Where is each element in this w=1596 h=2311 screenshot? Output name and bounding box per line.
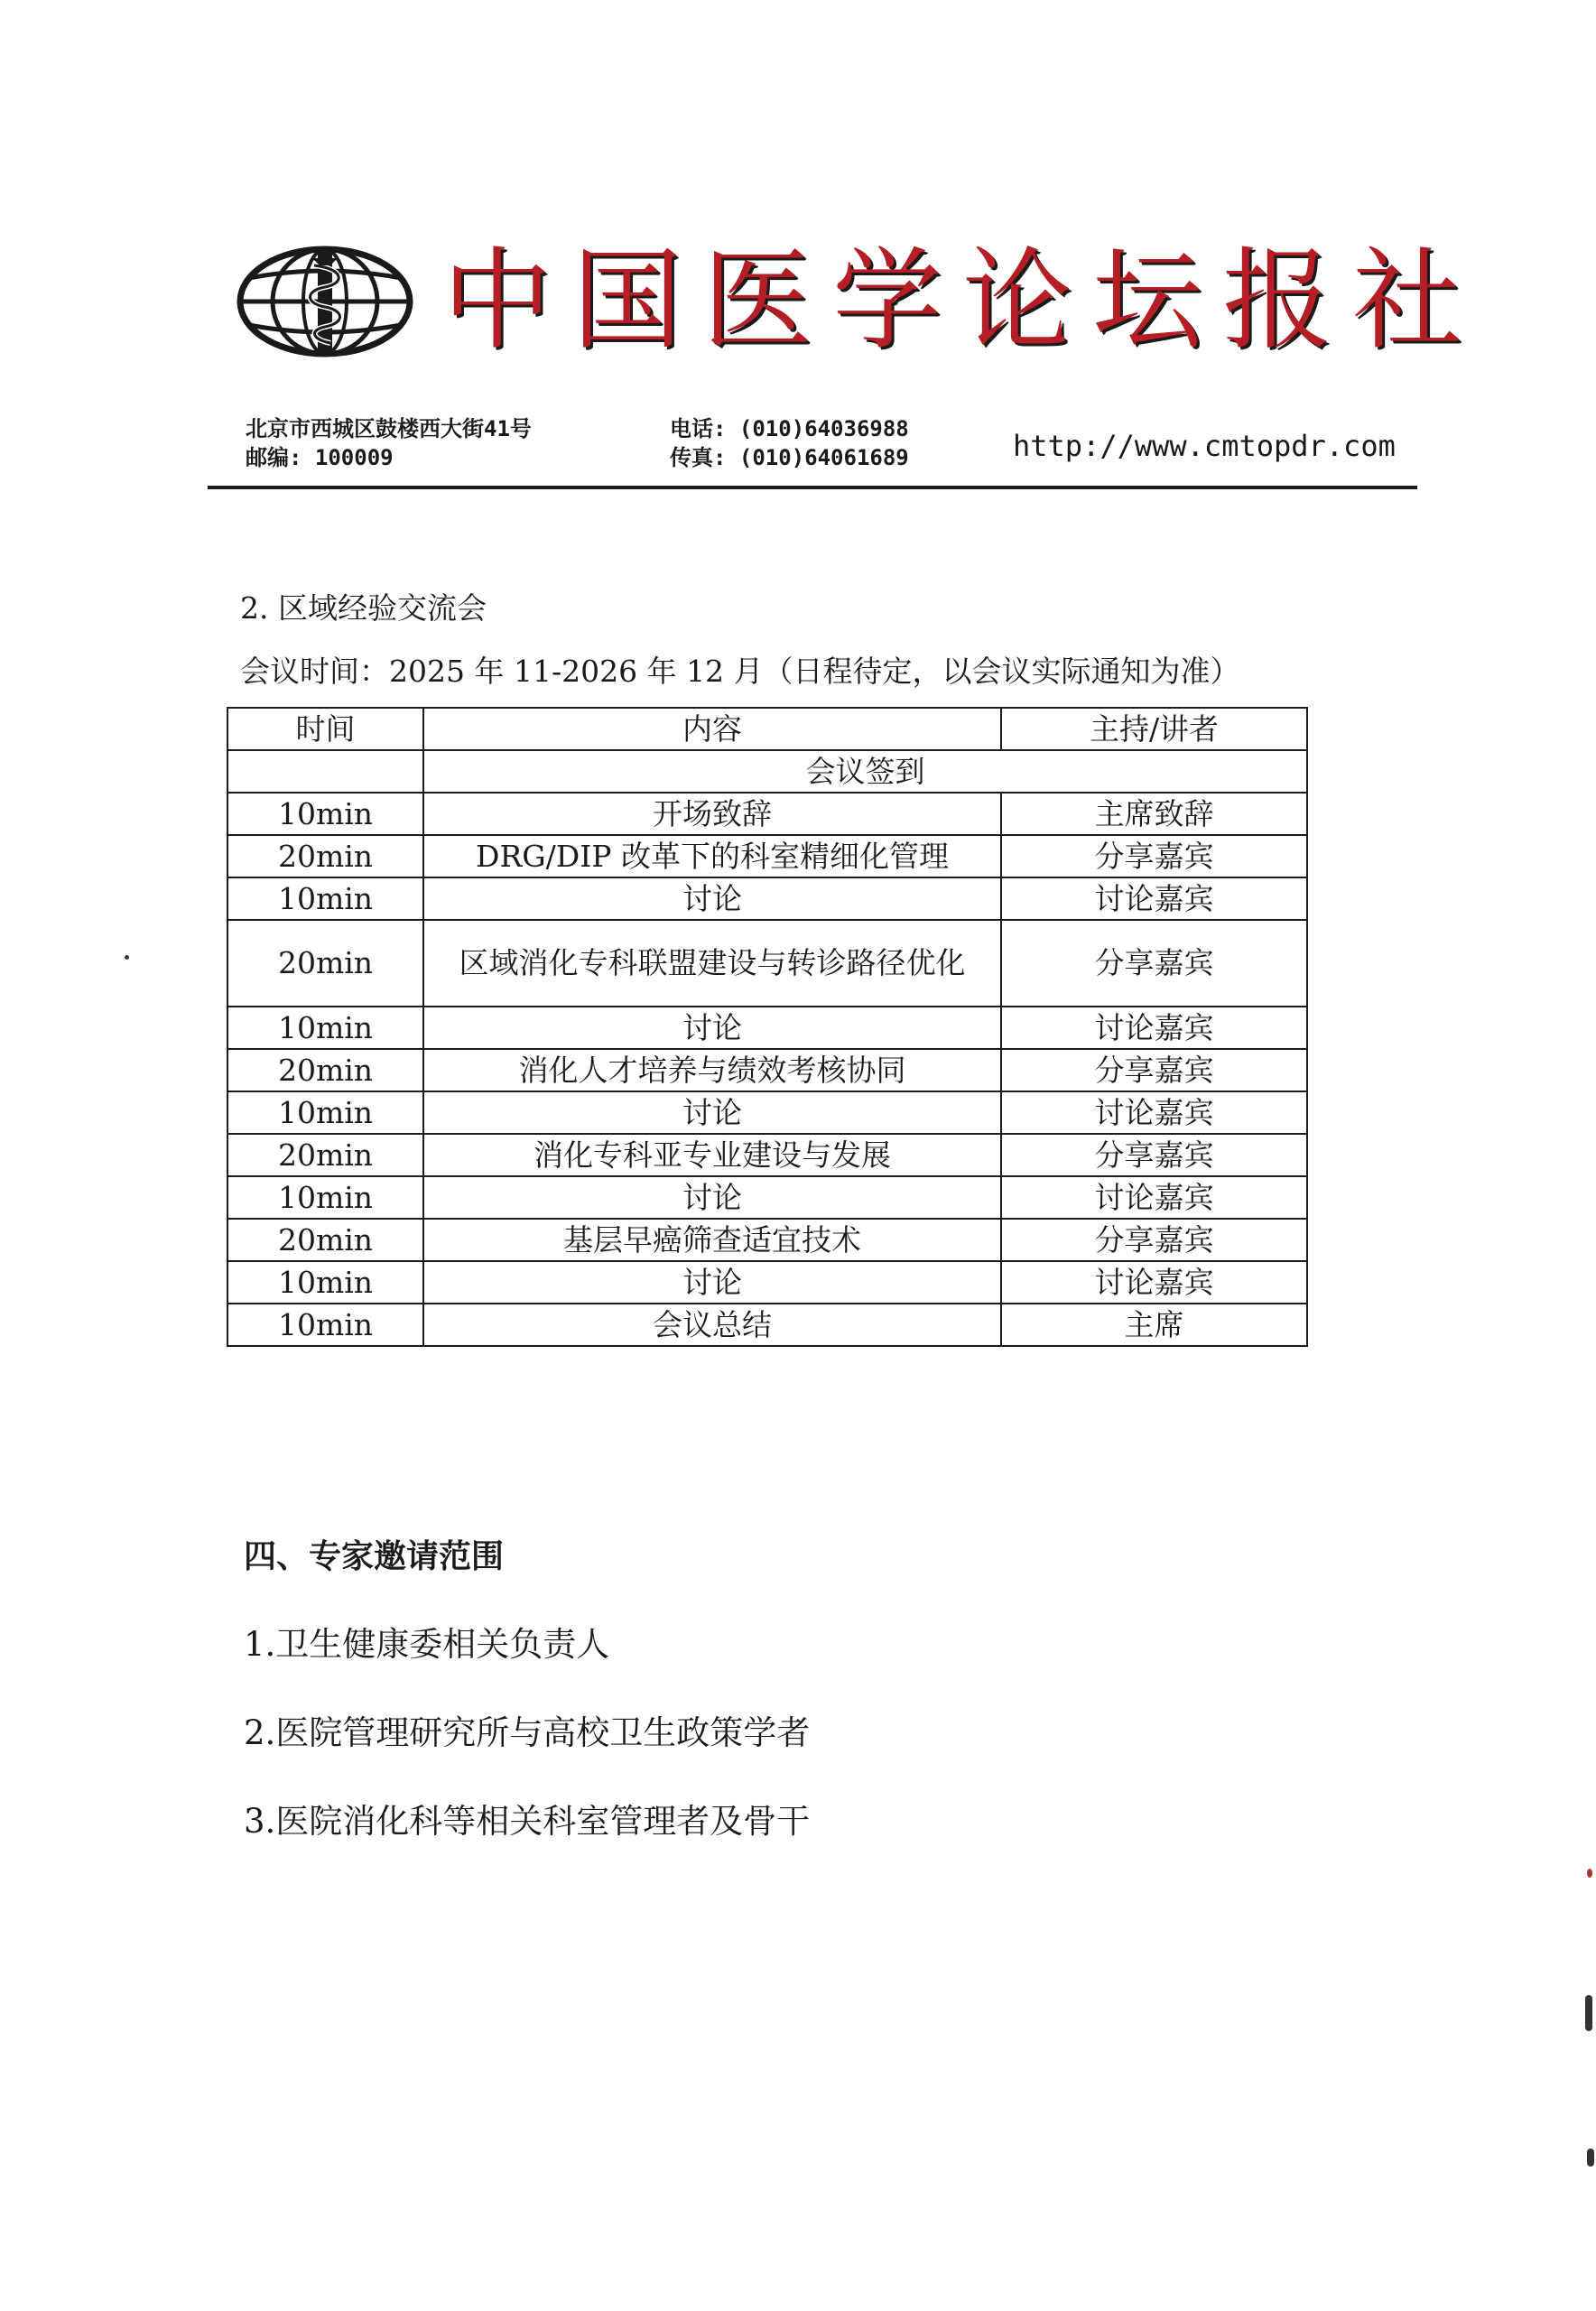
expert-item: 3.医院消化科等相关科室管理者及骨干 <box>244 1802 811 1841</box>
host-cell: 讨论嘉宾 <box>1001 1007 1307 1049</box>
time-cell: 10min <box>227 877 423 920</box>
content-cell: 会议总结 <box>423 1304 1001 1346</box>
section-heading-experts: 四、专家邀请范围 <box>244 1537 505 1575</box>
time-cell: 20min <box>227 1049 423 1091</box>
content-cell: 开场致辞 <box>423 793 1001 835</box>
address: 北京市西城区鼓楼西大街41号 <box>246 416 532 441</box>
content-cell: 讨论 <box>423 1261 1001 1304</box>
table-row <box>227 1049 1307 1091</box>
fax: 传真: (010)64061689 <box>670 445 909 470</box>
content-cell: 消化专科亚专业建设与发展 <box>423 1134 1001 1176</box>
content-cell: DRG/DIP 改革下的科室精细化管理 <box>423 835 1001 877</box>
scan-speck <box>1587 2149 1594 2167</box>
host-cell: 讨论嘉宾 <box>1001 877 1307 920</box>
table-row-signin <box>227 750 1307 793</box>
table-row <box>227 1261 1307 1304</box>
host-cell: 主席致辞 <box>1001 793 1307 835</box>
host-cell: 分享嘉宾 <box>1001 1049 1307 1091</box>
table-row <box>227 1304 1307 1346</box>
scan-speck <box>1585 1995 1592 2031</box>
expert-item: 2.医院管理研究所与高校卫生政策学者 <box>244 1713 811 1752</box>
time-cell: 20min <box>227 1219 423 1261</box>
content-cell: 讨论 <box>423 1176 1001 1219</box>
host-cell: 讨论嘉宾 <box>1001 1091 1307 1134</box>
table-row <box>227 793 1307 835</box>
time-cell: 10min <box>227 1007 423 1049</box>
phone: 电话: (010)64036988 <box>670 416 909 441</box>
host-cell: 讨论嘉宾 <box>1001 1176 1307 1219</box>
header-content: 内容 <box>423 708 1001 750</box>
time-cell: 10min <box>227 1261 423 1304</box>
host-cell: 分享嘉宾 <box>1001 1134 1307 1176</box>
header-host: 主持/讲者 <box>1001 708 1307 750</box>
time-cell: 10min <box>227 793 423 835</box>
scan-speck <box>125 955 129 960</box>
content-cell: 讨论 <box>423 877 1001 920</box>
header-divider <box>208 486 1417 489</box>
table-row <box>227 1091 1307 1134</box>
globe-caduceus-logo <box>237 246 413 357</box>
table-row <box>227 1134 1307 1176</box>
content-cell: 讨论 <box>423 1007 1001 1049</box>
content-cell: 讨论 <box>423 1091 1001 1134</box>
host-cell: 分享嘉宾 <box>1001 920 1307 1007</box>
content-cell: 区域消化专科联盟建设与转诊路径优化 <box>423 920 1001 1007</box>
time-cell <box>227 750 423 793</box>
website-url: http://www.cmtopdr.com <box>1013 429 1396 463</box>
table-row <box>227 835 1307 877</box>
meeting-time: 会议时间：2025 年 11-2026 年 12 月（日程待定，以会议实际通知为准） <box>240 654 1240 689</box>
time-cell: 10min <box>227 1091 423 1134</box>
scan-speck <box>1587 1869 1592 1878</box>
postcode: 邮编: 100009 <box>246 445 394 470</box>
signin-cell: 会议签到 <box>423 750 1307 793</box>
host-cell: 分享嘉宾 <box>1001 835 1307 877</box>
time-cell: 20min <box>227 920 423 1007</box>
expert-item: 1.卫生健康委相关负责人 <box>244 1625 610 1664</box>
organization-name: 中国医学论坛报社 <box>442 237 1482 365</box>
content-cell: 消化人才培养与绩效考核协同 <box>423 1049 1001 1091</box>
table-header-row <box>227 708 1307 750</box>
time-cell: 20min <box>227 835 423 877</box>
table-row <box>227 1219 1307 1261</box>
schedule-table <box>227 707 1308 1347</box>
table-row <box>227 1007 1307 1049</box>
table-row <box>227 877 1307 920</box>
section-heading: 2. 区域经验交流会 <box>240 590 487 626</box>
table-row <box>227 920 1307 1007</box>
table-row <box>227 1176 1307 1219</box>
host-cell: 讨论嘉宾 <box>1001 1261 1307 1304</box>
time-cell: 10min <box>227 1176 423 1219</box>
content-cell: 基层早癌筛查适宜技术 <box>423 1219 1001 1261</box>
header-time: 时间 <box>227 708 423 750</box>
host-cell: 主席 <box>1001 1304 1307 1346</box>
time-cell: 20min <box>227 1134 423 1176</box>
host-cell: 分享嘉宾 <box>1001 1219 1307 1261</box>
time-cell: 10min <box>227 1304 423 1346</box>
